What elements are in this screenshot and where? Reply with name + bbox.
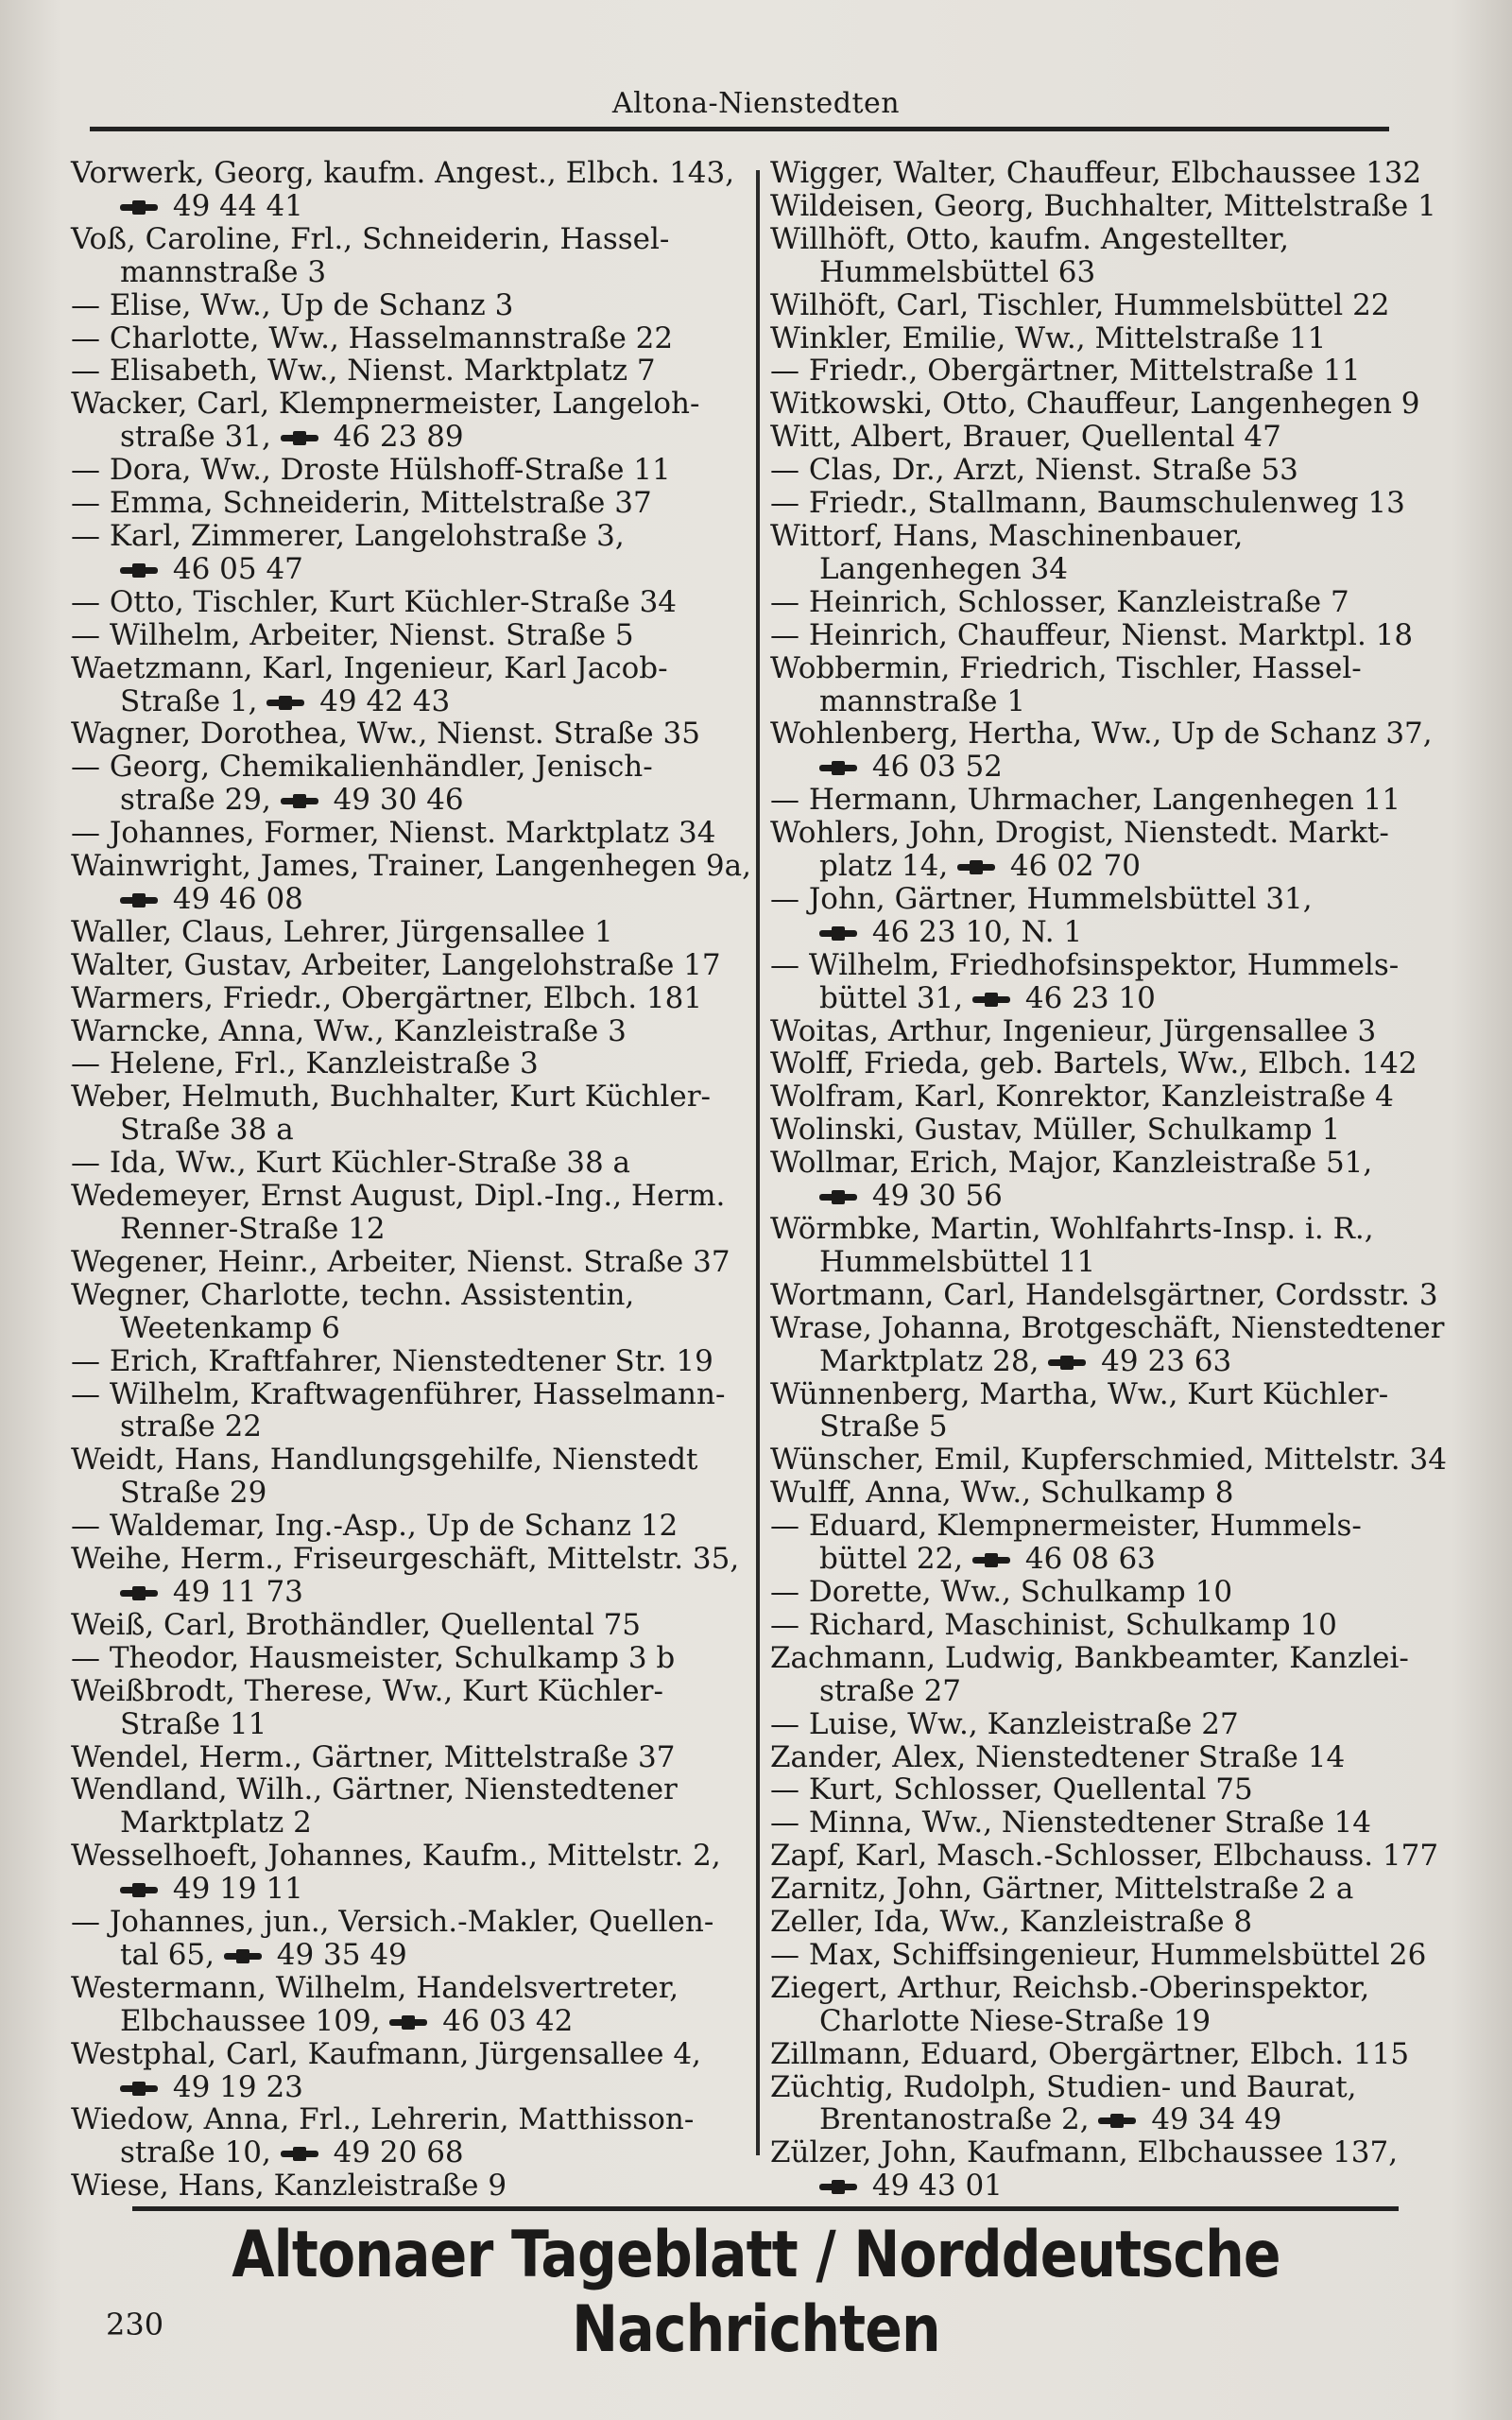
directory-entry: Zülzer, John, Kaufmann, Elbchaussee 137, [770, 2135, 1399, 2170]
header-rule [90, 127, 1389, 131]
page-header-title: Altona-Nienstedten [611, 87, 901, 120]
telephone-icon [957, 860, 995, 874]
directory-entry-continuation: Renner-Straße 12 [120, 1212, 386, 1246]
directory-entry: — Wilhelm, Arbeiter, Nienst. Straße 5 [71, 617, 634, 652]
directory-entry: Wortmann, Carl, Handelsgärtner, Cordsstr. 3 [770, 1277, 1438, 1312]
directory-entry: — Hermann, Uhrmacher, Langenhegen 11 [770, 783, 1401, 818]
telephone-icon [120, 1586, 158, 1600]
directory-entry: — Clas, Dr., Arzt, Nienst. Straße 53 [770, 453, 1298, 488]
directory-entry-continuation: Straße 38 a [120, 1113, 294, 1148]
directory-entry: Wendel, Herm., Gärtner, Mittelstraße 37 [71, 1739, 676, 1774]
directory-entry: — Theodor, Hausmeister, Schulkamp 3 b [71, 1640, 676, 1675]
directory-entry: Warmers, Friedr., Obergärtner, Elbch. 181 [71, 980, 703, 1015]
directory-entry: Wolinski, Gustav, Müller, Schulkamp 1 [770, 1113, 1341, 1148]
directory-entry: Zapf, Karl, Masch.-Schlosser, Elbchauss. 177 [770, 1839, 1439, 1874]
directory-entry: Wittorf, Hans, Maschinenbauer, [770, 518, 1244, 553]
directory-entry-continuation: büttel 31, 46 23 10 [819, 980, 1156, 1015]
directory-entry: — Ida, Ww., Kurt Küchler-Straße 38 a [71, 1146, 630, 1181]
directory-entry: — Wilhelm, Kraftwagenführer, Hasselmann- [71, 1376, 726, 1411]
directory-entry: Wohlenberg, Hertha, Ww., Up de Schanz 37, [770, 717, 1433, 752]
directory-entry: Züchtig, Rudolph, Studien- und Baurat, [770, 2069, 1357, 2104]
directory-entry: Westphal, Carl, Kaufmann, Jürgensallee 4, [71, 2036, 701, 2071]
directory-entry: — Waldemar, Ing.-Asp., Up de Schanz 12 [71, 1509, 679, 1544]
directory-entry: Wrase, Johanna, Brotgeschäft, Nienstedtener [770, 1310, 1445, 1345]
directory-entry: Winkler, Emilie, Ww., Mittelstraße 11 [770, 320, 1327, 355]
left-column [71, 156, 751, 2204]
directory-entry-continuation: Weetenkamp 6 [120, 1310, 340, 1345]
directory-entry-continuation: 49 46 08 [71, 883, 744, 916]
directory-entry: Wildeisen, Georg, Buchhalter, Mittelstraße 1 [770, 188, 1436, 223]
directory-entry-continuation: Straße 11 [120, 1706, 267, 1741]
telephone-icon [819, 1190, 857, 1204]
directory-entry: — Erich, Kraftfahrer, Nienstedtener Str. 19 [71, 1343, 713, 1378]
directory-entry: Waetzmann, Karl, Ingenieur, Karl Jacob- [71, 650, 668, 685]
directory-entry: Waller, Claus, Lehrer, Jürgensallee 1 [71, 914, 613, 949]
directory-entry: Wiedow, Anna, Frl., Lehrerin, Matthisson- [71, 2102, 695, 2137]
directory-entry: — Kurt, Schlosser, Quellental 75 [770, 1772, 1253, 1807]
directory-entry: Weihe, Herm., Friseurgeschäft, Mittelstr. 35, [71, 1542, 740, 1577]
telephone-icon [389, 2015, 427, 2030]
directory-entry-continuation: tal 65, 49 35 49 [120, 1937, 407, 1972]
directory-entry: Westermann, Wilhelm, Handelsvertreter, [71, 1970, 679, 2005]
directory-entry: — Luise, Ww., Kanzleistraße 27 [770, 1706, 1239, 1741]
directory-entry: Wegener, Heinr., Arbeiter, Nienst. Straße 37 [71, 1244, 730, 1279]
directory-entry-continuation: Hummelsbüttel 11 [819, 1244, 1096, 1279]
directory-entry-continuation: Straße 5 [819, 1409, 948, 1444]
directory-entry-continuation: Marktplatz 2 [120, 1806, 312, 1841]
directory-entry: Weidt, Hans, Handlungsgehilfe, Nienstedt [71, 1443, 698, 1478]
directory-entry-continuation: 49 43 01 [770, 2169, 1422, 2203]
telephone-icon [266, 696, 304, 710]
directory-entry: — Max, Schiffsingenieur, Hummelsbüttel 26 [770, 1937, 1427, 1972]
telephone-icon [120, 893, 158, 908]
directory-entry-continuation: 49 19 23 [71, 2071, 744, 2104]
directory-entry: Zachmann, Ludwig, Bankbeamter, Kanzlei- [770, 1640, 1409, 1675]
directory-entry: Weber, Helmuth, Buchhalter, Kurt Küchler- [71, 1080, 712, 1115]
directory-entry: — Johannes, Former, Nienst. Marktplatz 34 [71, 816, 716, 851]
directory-entry: Wiese, Hans, Kanzleistraße 9 [71, 2169, 507, 2204]
directory-entry: Weiß, Carl, Brothändler, Quellental 75 [71, 1607, 642, 1642]
directory-entry: Vorwerk, Georg, kaufm. Angest., Elbch. 143, [71, 156, 735, 190]
directory-entry: — Emma, Schneiderin, Mittelstraße 37 [71, 486, 652, 521]
directory-entry: — Richard, Maschinist, Schulkamp 10 [770, 1607, 1337, 1642]
directory-entry-continuation: straße 29, 49 30 46 [120, 783, 464, 818]
directory-entry-continuation: platz 14, 46 02 70 [819, 849, 1141, 884]
directory-entry: — Minna, Ww., Nienstedtener Straße 14 [770, 1806, 1371, 1841]
directory-entry: Wolff, Frieda, geb. Bartels, Ww., Elbch. 142 [770, 1046, 1418, 1081]
directory-entry: — Otto, Tischler, Kurt Küchler-Straße 34 [71, 584, 678, 619]
directory-entry: Zillmann, Eduard, Obergärtner, Elbch. 115 [770, 2036, 1410, 2071]
directory-entry: Wilhöft, Carl, Tischler, Hummelsbüttel 22 [770, 287, 1390, 322]
directory-entry: — Johannes, jun., Versich.-Makler, Quellen- [71, 1905, 714, 1940]
directory-entry: Warncke, Anna, Ww., Kanzleistraße 3 [71, 1013, 627, 1048]
directory-entry-continuation: straße 10, 49 20 68 [120, 2135, 464, 2170]
directory-entry: — Charlotte, Ww., Hasselmannstraße 22 [71, 320, 674, 355]
telephone-icon [281, 431, 318, 445]
directory-entry: Wünnenberg, Martha, Ww., Kurt Küchler- [770, 1376, 1389, 1411]
directory-entry-continuation: straße 27 [819, 1673, 962, 1708]
directory-entry: — Wilhelm, Friedhofsinspektor, Hummels- [770, 947, 1400, 982]
telephone-icon [1098, 2114, 1136, 2128]
directory-entry: Wobbermin, Friedrich, Tischler, Hassel- [770, 650, 1362, 685]
directory-entry-continuation: mannstraße 3 [120, 254, 327, 289]
directory-entry: Zeller, Ida, Ww., Kanzleistraße 8 [770, 1905, 1253, 1940]
directory-entry-continuation: Straße 1, 49 42 43 [120, 683, 451, 718]
directory-entry: — Heinrich, Schlosser, Kanzleistraße 7 [770, 584, 1349, 619]
directory-entry: Wainwright, James, Trainer, Langenhegen 9a, [71, 849, 751, 884]
directory-entry: Wörmbke, Martin, Wohlfahrts-Insp. i. R., [770, 1212, 1374, 1246]
directory-entry: Wesselhoeft, Johannes, Kaufm., Mittelstr. 2, [71, 1839, 721, 1874]
telephone-icon [819, 761, 857, 775]
directory-entry: Zarnitz, John, Gärtner, Mittelstraße 2 a [770, 1872, 1354, 1907]
directory-entry: Witt, Albert, Brauer, Quellental 47 [770, 420, 1281, 455]
directory-entry-continuation: 46 05 47 [71, 553, 744, 586]
directory-entry: Wulff, Anna, Ww., Schulkamp 8 [770, 1476, 1234, 1511]
directory-entry: Wagner, Dorothea, Ww., Nienst. Straße 35 [71, 717, 700, 752]
directory-entry: — Elisabeth, Ww., Nienst. Marktplatz 7 [71, 354, 656, 389]
directory-entry: — Friedr., Stallmann, Baumschulenweg 13 [770, 486, 1405, 521]
directory-entry: Wünscher, Emil, Kupferschmied, Mittelstr. 34 [770, 1443, 1447, 1478]
directory-entry-continuation: Langenhegen 34 [819, 551, 1068, 586]
telephone-icon [281, 794, 318, 808]
telephone-icon [120, 200, 158, 215]
directory-entry: Walter, Gustav, Arbeiter, Langelohstraße 17 [71, 947, 721, 982]
telephone-icon [1048, 1356, 1086, 1370]
directory-entry: Wolfram, Karl, Konrektor, Kanzleistraße 4 [770, 1080, 1394, 1115]
directory-entry: Wedemeyer, Ernst August, Dipl.-Ing., Herm. [71, 1179, 726, 1214]
telephone-icon [120, 563, 158, 578]
telephone-icon [281, 2147, 318, 2161]
directory-entry: — Friedr., Obergärtner, Mittelstraße 11 [770, 354, 1361, 389]
directory-entry-continuation: 49 11 73 [71, 1576, 744, 1609]
directory-entry: Wigger, Walter, Chauffeur, Elbchaussee 132 [770, 156, 1422, 190]
directory-entry: Wollmar, Erich, Major, Kanzleistraße 51, [770, 1146, 1373, 1181]
directory-entry: Willhöft, Otto, kaufm. Angestellter, [770, 221, 1289, 256]
directory-entry-continuation: Marktplatz 28, 49 23 63 [819, 1343, 1232, 1378]
directory-entry: Wendland, Wilh., Gärtner, Nienstedtener [71, 1772, 678, 1807]
directory-entry-continuation: Charlotte Niese-Straße 19 [819, 2003, 1211, 2038]
directory-entry: — Dorette, Ww., Schulkamp 10 [770, 1574, 1233, 1609]
directory-entry-continuation: 49 44 41 [71, 190, 744, 223]
directory-entry-continuation: Hummelsbüttel 63 [819, 254, 1096, 289]
directory-entry: — Elise, Ww., Up de Schanz 3 [71, 287, 514, 322]
directory-entry-continuation: Elbchaussee 109, 46 03 42 [120, 2003, 574, 2038]
directory-entry: — Dora, Ww., Droste Hülshoff-Straße 11 [71, 453, 671, 488]
directory-entry-continuation: büttel 22, 46 08 63 [819, 1542, 1156, 1577]
directory-entry-continuation: 49 19 11 [71, 1873, 744, 1906]
directory-entry-continuation: mannstraße 1 [819, 683, 1026, 718]
telephone-icon [819, 926, 857, 941]
telephone-icon [972, 1553, 1010, 1567]
directory-entry: Ziegert, Arthur, Reichsb.-Oberinspektor, [770, 1970, 1370, 2005]
directory-entry: Wegner, Charlotte, techn. Assistentin, [71, 1277, 635, 1312]
directory-entry-continuation: 46 23 10, N. 1 [770, 916, 1422, 949]
directory-entry: Wacker, Carl, Klempnermeister, Langeloh- [71, 387, 700, 422]
directory-entry-continuation: straße 31, 46 23 89 [120, 420, 464, 455]
directory-entry: — Karl, Zimmerer, Langelohstraße 3, [71, 518, 625, 553]
right-column [770, 156, 1447, 2204]
directory-entry: Wohlers, John, Drogist, Nienstedt. Markt- [770, 816, 1389, 851]
directory-entry-continuation: Straße 29 [120, 1476, 267, 1511]
directory-entry-continuation: Brentanostraße 2, 49 34 49 [819, 2102, 1282, 2137]
directory-entry: — John, Gärtner, Hummelsbüttel 31, [770, 881, 1313, 916]
directory-entry: — Eduard, Klempnermeister, Hummels- [770, 1509, 1362, 1544]
telephone-icon [224, 1949, 262, 1963]
telephone-icon [120, 2082, 158, 2096]
directory-entry: Voß, Caroline, Frl., Schneiderin, Hassel- [71, 221, 670, 256]
telephone-icon [972, 993, 1010, 1007]
column-divider [756, 170, 760, 2155]
footer-rule [132, 2206, 1399, 2211]
directory-entry: — Heinrich, Chauffeur, Nienst. Marktpl. 18 [770, 617, 1414, 652]
directory-entry-continuation: 49 30 56 [770, 1180, 1422, 1213]
telephone-icon [819, 2180, 857, 2194]
directory-entry-continuation: straße 22 [120, 1409, 263, 1444]
directory-entry: Zander, Alex, Nienstedtener Straße 14 [770, 1739, 1346, 1774]
directory-entry: — Helene, Frl., Kanzleistraße 3 [71, 1046, 539, 1081]
directory-entry: — Georg, Chemikalienhändler, Jenisch- [71, 750, 653, 785]
directory-entry: Woitas, Arthur, Ingenieur, Jürgensallee 3 [770, 1013, 1377, 1048]
newspaper-banner: Altonaer Tageblatt / Norddeutsche Nachrichten [232, 2218, 1280, 2367]
directory-entry: Weißbrodt, Therese, Ww., Kurt Küchler- [71, 1673, 663, 1708]
directory-entry: Witkowski, Otto, Chauffeur, Langenhegen 9 [770, 387, 1420, 422]
directory-entry-continuation: 46 03 52 [770, 751, 1422, 784]
telephone-icon [120, 1883, 158, 1897]
page-number: 230 [106, 2307, 164, 2342]
